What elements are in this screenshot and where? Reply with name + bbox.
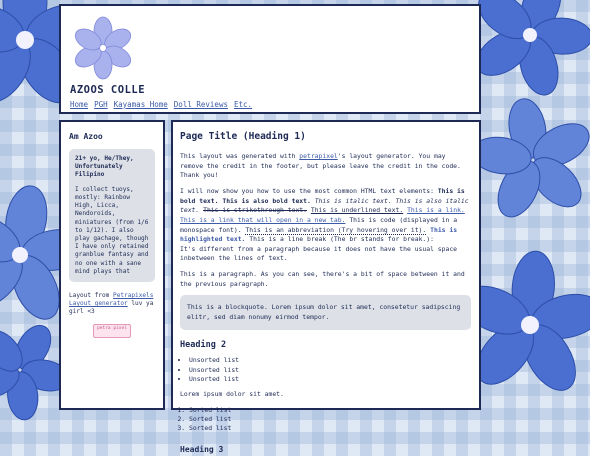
- lorem-text: Lorem ipsum dolor sit amet.: [180, 390, 284, 399]
- header: [59, 4, 481, 114]
- code-text: This is code (displayed in a monospace font).: [180, 215, 458, 234]
- bio-title: 21+ yo, He/They, Unfortunately Filipino: [75, 155, 134, 179]
- list-item: • Unsorted list: [189, 356, 471, 365]
- main-content: [171, 120, 481, 454]
- sorted-list: [189, 406, 471, 434]
- bio-box: [69, 149, 155, 282]
- blue-flower-icon: [478, 95, 588, 225]
- lavender-flower-logo-icon: [70, 15, 136, 81]
- bold-text: This is also bold text.: [222, 196, 311, 205]
- blockquote: This is a blockquote. Lorem ipsum dolor sit amet, consetetur sadipscing elitr, sed diam nonumy eirmod tempor.: [180, 295, 471, 330]
- heading-2: Heading 2: [180, 339, 227, 350]
- credit-link[interactable]: Petrapixels Layout generator: [69, 292, 154, 307]
- text: It's different from a paragraph because it does not have the usual space inbetween the lines of text.: [180, 244, 458, 263]
- heading-3: Heading 3: [180, 444, 224, 454]
- text: This is a line break (The br stands for break.):: [249, 235, 434, 244]
- unsorted-list: [189, 356, 471, 384]
- list-item: • Unsorted list: [189, 375, 471, 384]
- example-link-new-tab[interactable]: This is a link that will open in a new tab.: [180, 215, 346, 224]
- text: This layout was generated with: [180, 152, 296, 161]
- bio-text: I collect tuoys, mostly: Rainbow High, Licca, Nendoroids, miniatures (from 1/6 to 1/12). I also play gachage, though I have only retained granblue fantasy and no one with a sane mind plays that: [75, 185, 149, 275]
- sidebar-heading: Am Azoo: [69, 132, 103, 141]
- paragraph-spacing: This is a paragraph. As you can see, there's a bit of space between it and the previous paragraph.: [180, 269, 465, 288]
- petrapixel-badge[interactable]: petra pixel: [93, 324, 131, 338]
- abbreviation-text[interactable]: This is an abbreviation (Try hovering over it).: [245, 225, 427, 234]
- highlighted-text: This is highlighted text.: [180, 225, 458, 244]
- list-item: 3. Sorted list: [189, 424, 471, 433]
- petrapixel-link[interactable]: petrapixel: [299, 152, 338, 161]
- nav-link-home[interactable]: Home: [70, 100, 89, 109]
- nav-link-doll-reviews[interactable]: Doll Reviews: [173, 100, 228, 109]
- paragraph-intro: [180, 152, 471, 181]
- nav-link-etc[interactable]: Etc.: [233, 100, 253, 109]
- list-item: • Unsorted list: [189, 366, 471, 375]
- nav-link-pgh[interactable]: PGH: [94, 100, 108, 109]
- italic-text: This is italic text.: [314, 196, 392, 205]
- underlined-text: This is underlined text.: [310, 206, 404, 215]
- italic-text: This is also italic text.: [180, 196, 469, 215]
- nav-bar: [70, 100, 258, 109]
- layout-credit: [69, 292, 155, 316]
- site-title: AZOOS COLLE: [70, 84, 146, 96]
- strikethrough-text: This is strikethrough text.: [203, 206, 307, 215]
- blue-flower-icon: [475, 0, 585, 95]
- nav-link-kayamas-home[interactable]: Kayamas Home: [113, 100, 168, 109]
- blue-flower-icon: [470, 240, 590, 410]
- text: I will now show you how to use the most common HTML text elements:: [180, 187, 434, 196]
- credit-suffix: luv ya girl <3: [69, 299, 154, 315]
- list-item: 2. Sorted list: [189, 415, 471, 424]
- credit-prefix: Layout from: [69, 292, 110, 300]
- text: 's layout generator. You may remove the credit in the footer, but please leave the credit in the code. Thank you!: [180, 152, 461, 180]
- list-item: 1. Sorted list: [189, 406, 471, 415]
- bold-text: This is bold text.: [180, 187, 465, 205]
- paragraph-elements: [180, 187, 471, 264]
- example-link[interactable]: This is a link.: [407, 206, 465, 215]
- page-title: Page Title (Heading 1): [180, 131, 306, 142]
- sidebar: [59, 120, 165, 410]
